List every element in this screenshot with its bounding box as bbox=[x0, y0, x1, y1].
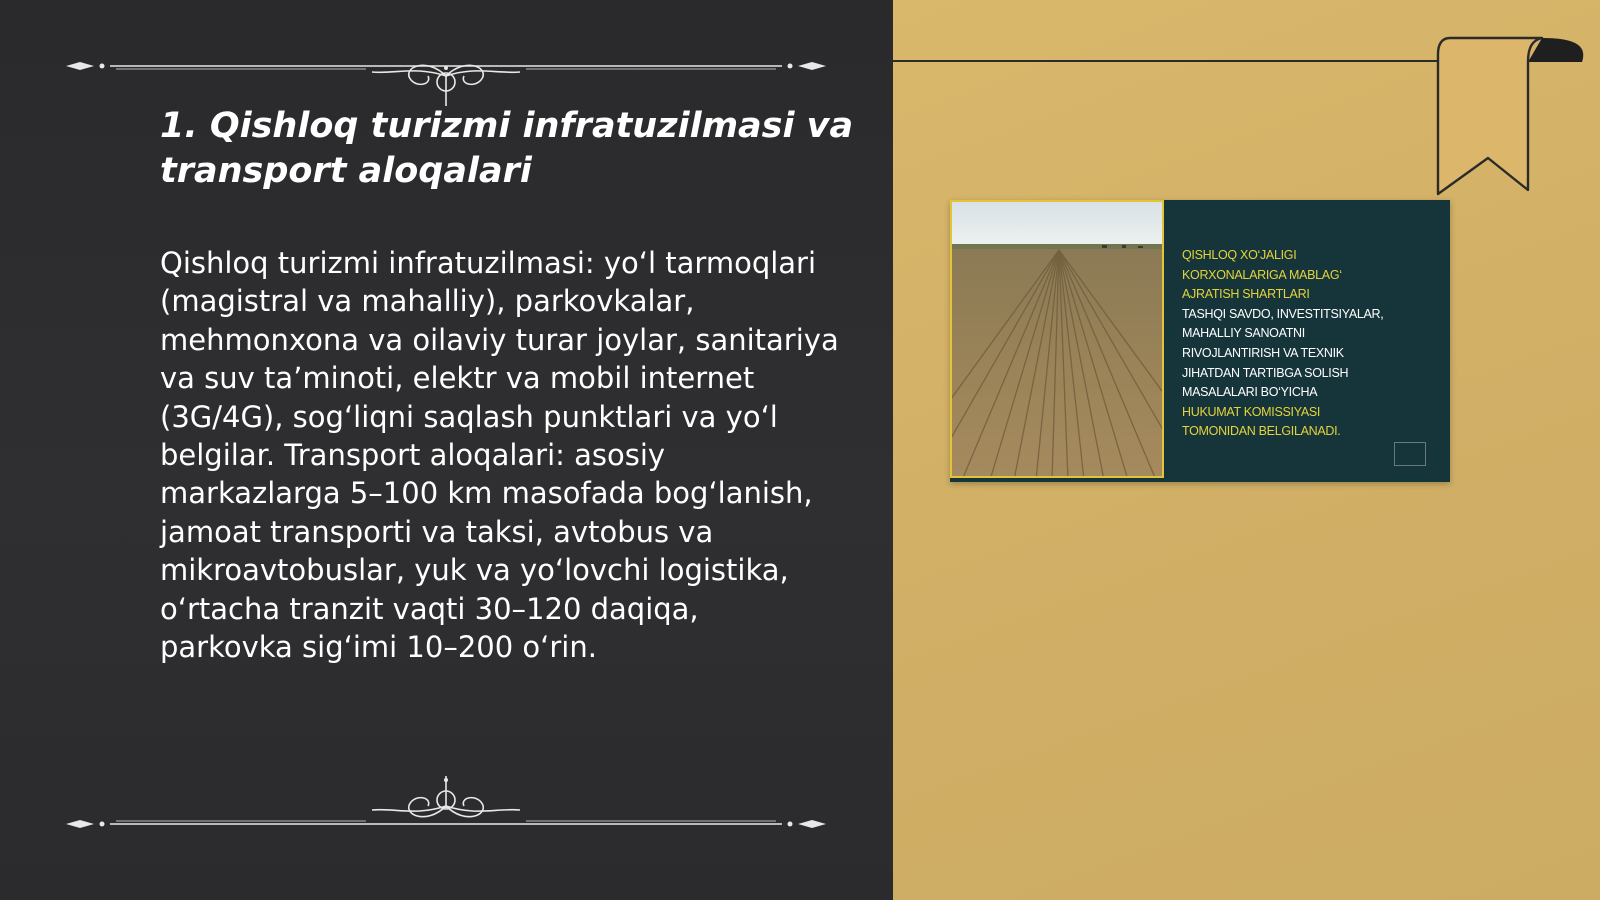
caption-line: MASALALARI BO‘YICHA bbox=[1182, 385, 1318, 400]
accent-line bbox=[893, 60, 1438, 62]
logo-stamp bbox=[1394, 442, 1426, 466]
caption-line: JIHATDAN TARTIBGA SOLISH bbox=[1182, 365, 1349, 380]
slide-body-text: Qishloq turizmi infratuzilmasi: yo‘l tarmoqlari (magistral va mahalliy), parkovkalar, mehmonxona va oilaviy turar joylar, sanitariya va suv ta’minoti, elektr va mobil internet (3G/4G), sog‘liqni saqlash punktlari va yo‘l belgilar. Transport aloqalari: asosiy markazlarga 5–100 km masofada bog‘lanish, jamoat transporti va taksi, avtobus va mikroavtobuslar, yuk va yo‘lovchi logistika, o‘rtacha tranzit vaqti 30–120 daqiqa, parkovka sig‘imi 10–200 o‘rin. bbox=[160, 246, 839, 665]
ornament-divider-icon bbox=[66, 46, 826, 106]
slide-image bbox=[950, 200, 1450, 482]
bookmark-ribbon-icon bbox=[1432, 36, 1600, 201]
caption-line: QISHLOQ XO‘JALIGI bbox=[1182, 248, 1297, 262]
caption-line: KORXONALARIGA MABLAG‘ bbox=[1182, 267, 1342, 282]
caption-line: HUKUMAT KOMISSIYASI bbox=[1182, 404, 1321, 419]
caption-line: TASHQI SAVDO, INVESTITSIYALAR, bbox=[1182, 306, 1384, 321]
field-photo bbox=[950, 200, 1164, 478]
caption-line: MAHALLIY SANOATNI bbox=[1182, 326, 1305, 341]
caption-line: TOMONIDAN BELGILANADI. bbox=[1182, 424, 1341, 439]
ornament-divider-icon bbox=[66, 776, 826, 836]
caption-line: AJRATISH SHARTLARI bbox=[1182, 287, 1310, 302]
caption-line: RIVOJLANTIRISH VA TEXNIK bbox=[1182, 345, 1344, 360]
image-caption bbox=[1182, 246, 1432, 442]
slide-title: 1. Qishloq turizmi infratuzilmasi va transport aloqalari bbox=[160, 106, 854, 191]
